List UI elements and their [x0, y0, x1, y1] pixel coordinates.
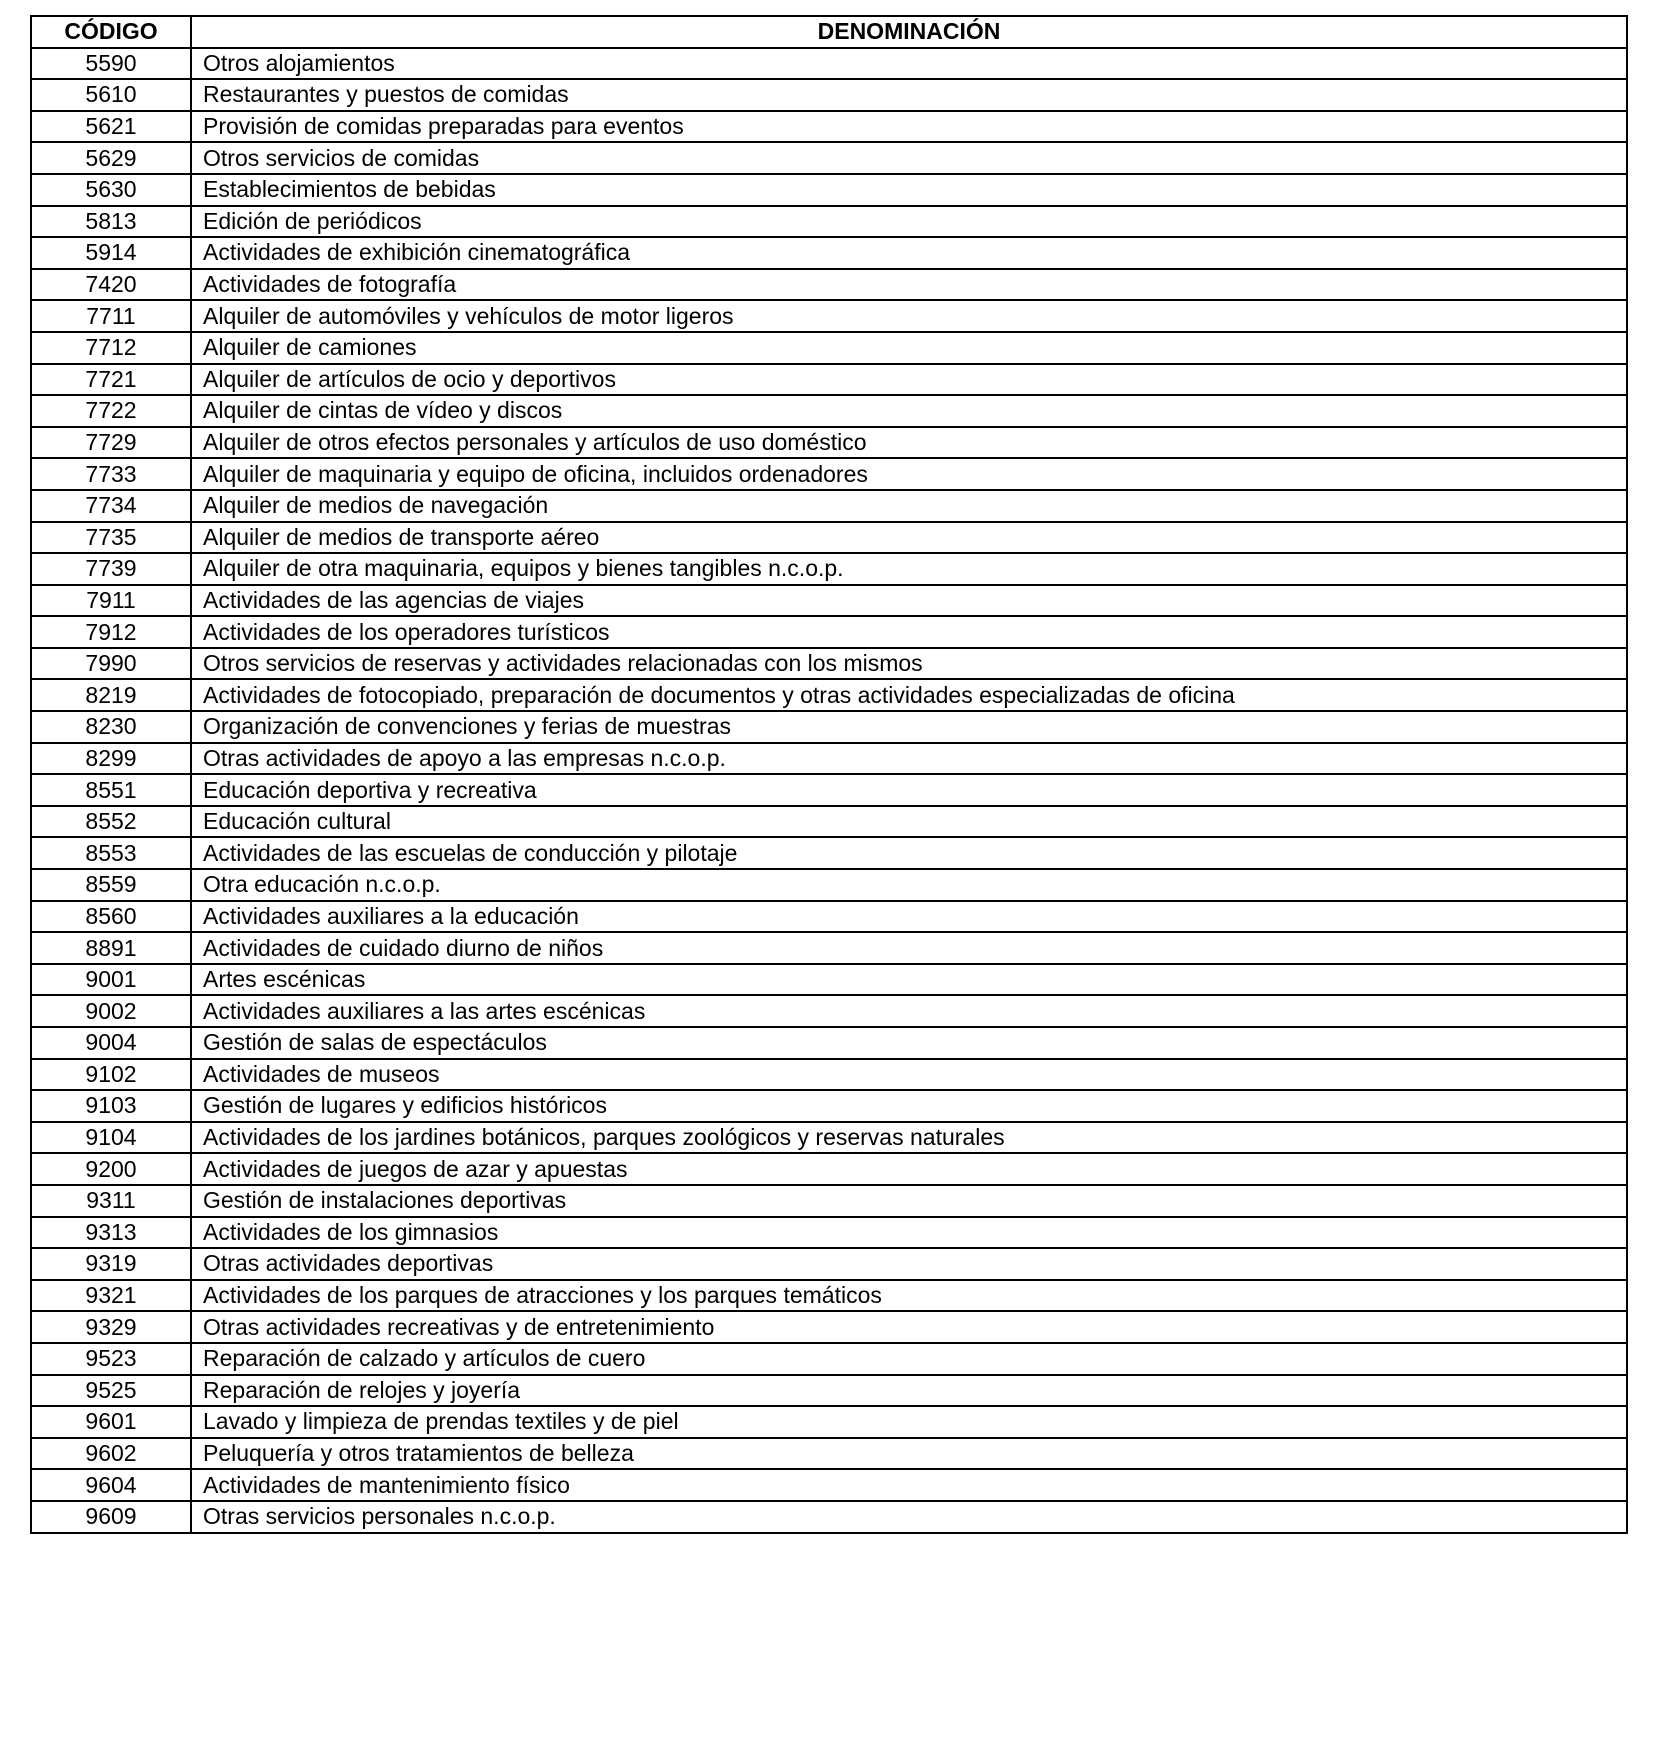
code-cell: 5630 [31, 174, 191, 206]
header-row [31, 16, 1627, 48]
denomination-cell: Actividades de juegos de azar y apuestas [191, 1153, 1627, 1185]
code-cell: 9103 [31, 1090, 191, 1122]
code-cell: 9329 [31, 1311, 191, 1343]
table-row [31, 1248, 1627, 1280]
denomination-cell: Artes escénicas [191, 964, 1627, 996]
denomination-cell: Reparación de relojes y joyería [191, 1375, 1627, 1407]
table-row [31, 1090, 1627, 1122]
denomination-cell: Actividades de los jardines botánicos, parques zoológicos y reservas naturales [191, 1122, 1627, 1154]
denomination-cell: Gestión de instalaciones deportivas [191, 1185, 1627, 1217]
table-row [31, 237, 1627, 269]
table-row [31, 837, 1627, 869]
code-cell: 7721 [31, 364, 191, 396]
table-row [31, 1027, 1627, 1059]
code-cell: 5813 [31, 206, 191, 238]
code-cell: 8560 [31, 901, 191, 933]
denomination-cell: Organización de convenciones y ferias de muestras [191, 711, 1627, 743]
denomination-column-header: DENOMINACIÓN [191, 16, 1627, 48]
table-row [31, 1375, 1627, 1407]
table-row [31, 1343, 1627, 1375]
table-row [31, 1217, 1627, 1249]
code-cell: 5914 [31, 237, 191, 269]
code-cell: 8551 [31, 774, 191, 806]
denomination-cell: Otras servicios personales n.c.o.p. [191, 1501, 1627, 1533]
table-row [31, 111, 1627, 143]
code-cell: 7712 [31, 332, 191, 364]
table-row [31, 48, 1627, 80]
code-cell: 7990 [31, 648, 191, 680]
denomination-cell: Actividades de museos [191, 1059, 1627, 1091]
denomination-cell: Actividades de los parques de atracciones y los parques temáticos [191, 1280, 1627, 1312]
table-row [31, 932, 1627, 964]
table-row [31, 616, 1627, 648]
table-row [31, 79, 1627, 111]
table-row [31, 869, 1627, 901]
table-row [31, 1153, 1627, 1185]
table-header [31, 16, 1627, 48]
denomination-cell: Otros servicios de reservas y actividades relacionadas con los mismos [191, 648, 1627, 680]
code-cell: 7733 [31, 458, 191, 490]
code-cell: 7734 [31, 490, 191, 522]
denomination-cell: Actividades de fotografía [191, 269, 1627, 301]
table-row [31, 774, 1627, 806]
table-row [31, 142, 1627, 174]
table-row [31, 806, 1627, 838]
table-row [31, 269, 1627, 301]
table-row [31, 1501, 1627, 1533]
denomination-cell: Actividades auxiliares a la educación [191, 901, 1627, 933]
denomination-cell: Actividades de fotocopiado, preparación de documentos y otras actividades especializadas de oficina [191, 679, 1627, 711]
table-row [31, 648, 1627, 680]
denomination-cell: Gestión de lugares y edificios históricos [191, 1090, 1627, 1122]
denomination-cell: Otras actividades deportivas [191, 1248, 1627, 1280]
table-row [31, 964, 1627, 996]
table-row [31, 427, 1627, 459]
code-cell: 9321 [31, 1280, 191, 1312]
code-cell: 7420 [31, 269, 191, 301]
code-cell: 9523 [31, 1343, 191, 1375]
denomination-cell: Actividades de exhibición cinematográfica [191, 237, 1627, 269]
code-cell: 7722 [31, 395, 191, 427]
code-cell: 5590 [31, 48, 191, 80]
code-cell: 7735 [31, 522, 191, 554]
table-row [31, 395, 1627, 427]
table-row [31, 1280, 1627, 1312]
table-row [31, 1059, 1627, 1091]
code-cell: 7739 [31, 553, 191, 585]
table-row [31, 1122, 1627, 1154]
denomination-cell: Lavado y limpieza de prendas textiles y de piel [191, 1406, 1627, 1438]
code-cell: 9604 [31, 1469, 191, 1501]
table-row [31, 901, 1627, 933]
code-cell: 5610 [31, 79, 191, 111]
denomination-cell: Actividades de mantenimiento físico [191, 1469, 1627, 1501]
code-cell: 5621 [31, 111, 191, 143]
denomination-cell: Establecimientos de bebidas [191, 174, 1627, 206]
code-cell: 9525 [31, 1375, 191, 1407]
denomination-cell: Actividades de las escuelas de conducción y pilotaje [191, 837, 1627, 869]
table-row [31, 1438, 1627, 1470]
code-cell: 7911 [31, 585, 191, 617]
denomination-cell: Alquiler de artículos de ocio y deportivos [191, 364, 1627, 396]
table-row [31, 743, 1627, 775]
code-cell: 9102 [31, 1059, 191, 1091]
code-cell: 8230 [31, 711, 191, 743]
code-cell: 8299 [31, 743, 191, 775]
table-row [31, 711, 1627, 743]
table-row [31, 995, 1627, 1027]
denomination-cell: Actividades de cuidado diurno de niños [191, 932, 1627, 964]
denomination-cell: Alquiler de automóviles y vehículos de motor ligeros [191, 300, 1627, 332]
code-cell: 8552 [31, 806, 191, 838]
denomination-cell: Alquiler de maquinaria y equipo de oficina, incluidos ordenadores [191, 458, 1627, 490]
code-cell: 8891 [31, 932, 191, 964]
code-cell: 8559 [31, 869, 191, 901]
denomination-cell: Educación deportiva y recreativa [191, 774, 1627, 806]
denomination-cell: Alquiler de medios de transporte aéreo [191, 522, 1627, 554]
denomination-cell: Alquiler de otra maquinaria, equipos y bienes tangibles n.c.o.p. [191, 553, 1627, 585]
table-row [31, 1406, 1627, 1438]
denomination-cell: Provisión de comidas preparadas para eventos [191, 111, 1627, 143]
denomination-cell: Restaurantes y puestos de comidas [191, 79, 1627, 111]
code-column-header: CÓDIGO [31, 16, 191, 48]
denomination-cell: Alquiler de medios de navegación [191, 490, 1627, 522]
denomination-cell: Otros servicios de comidas [191, 142, 1627, 174]
code-cell: 8219 [31, 679, 191, 711]
table-row [31, 522, 1627, 554]
code-cell: 9001 [31, 964, 191, 996]
code-cell: 9002 [31, 995, 191, 1027]
table-row [31, 206, 1627, 238]
denomination-cell: Gestión de salas de espectáculos [191, 1027, 1627, 1059]
denomination-cell: Actividades de los operadores turísticos [191, 616, 1627, 648]
denomination-cell: Reparación de calzado y artículos de cuero [191, 1343, 1627, 1375]
denomination-cell: Alquiler de camiones [191, 332, 1627, 364]
table-row [31, 585, 1627, 617]
code-cell: 9609 [31, 1501, 191, 1533]
denomination-cell: Alquiler de cintas de vídeo y discos [191, 395, 1627, 427]
code-cell: 9104 [31, 1122, 191, 1154]
code-cell: 9601 [31, 1406, 191, 1438]
code-cell: 7729 [31, 427, 191, 459]
denomination-cell: Otra educación n.c.o.p. [191, 869, 1627, 901]
denomination-cell: Peluquería y otros tratamientos de belleza [191, 1438, 1627, 1470]
table-row [31, 300, 1627, 332]
table-row [31, 458, 1627, 490]
denomination-cell: Otras actividades de apoyo a las empresas n.c.o.p. [191, 743, 1627, 775]
table-row [31, 679, 1627, 711]
table-body [31, 48, 1627, 1533]
code-cell: 9004 [31, 1027, 191, 1059]
code-cell: 9602 [31, 1438, 191, 1470]
code-cell: 7711 [31, 300, 191, 332]
denomination-cell: Otros alojamientos [191, 48, 1627, 80]
code-cell: 9313 [31, 1217, 191, 1249]
denomination-cell: Alquiler de otros efectos personales y artículos de uso doméstico [191, 427, 1627, 459]
table-row [31, 1469, 1627, 1501]
table-row [31, 1311, 1627, 1343]
code-cell: 9319 [31, 1248, 191, 1280]
code-cell: 9311 [31, 1185, 191, 1217]
denomination-cell: Edición de periódicos [191, 206, 1627, 238]
denomination-cell: Actividades de los gimnasios [191, 1217, 1627, 1249]
table-row [31, 553, 1627, 585]
code-cell: 7912 [31, 616, 191, 648]
table-row [31, 364, 1627, 396]
table-row [31, 490, 1627, 522]
code-cell: 9200 [31, 1153, 191, 1185]
denomination-cell: Actividades auxiliares a las artes escénicas [191, 995, 1627, 1027]
activity-code-table-container [30, 15, 1628, 1534]
table-row [31, 174, 1627, 206]
code-cell: 8553 [31, 837, 191, 869]
denomination-cell: Educación cultural [191, 806, 1627, 838]
table-row [31, 1185, 1627, 1217]
denomination-cell: Otras actividades recreativas y de entretenimiento [191, 1311, 1627, 1343]
code-cell: 5629 [31, 142, 191, 174]
table-row [31, 332, 1627, 364]
denomination-cell: Actividades de las agencias de viajes [191, 585, 1627, 617]
activity-code-table [30, 15, 1628, 1534]
